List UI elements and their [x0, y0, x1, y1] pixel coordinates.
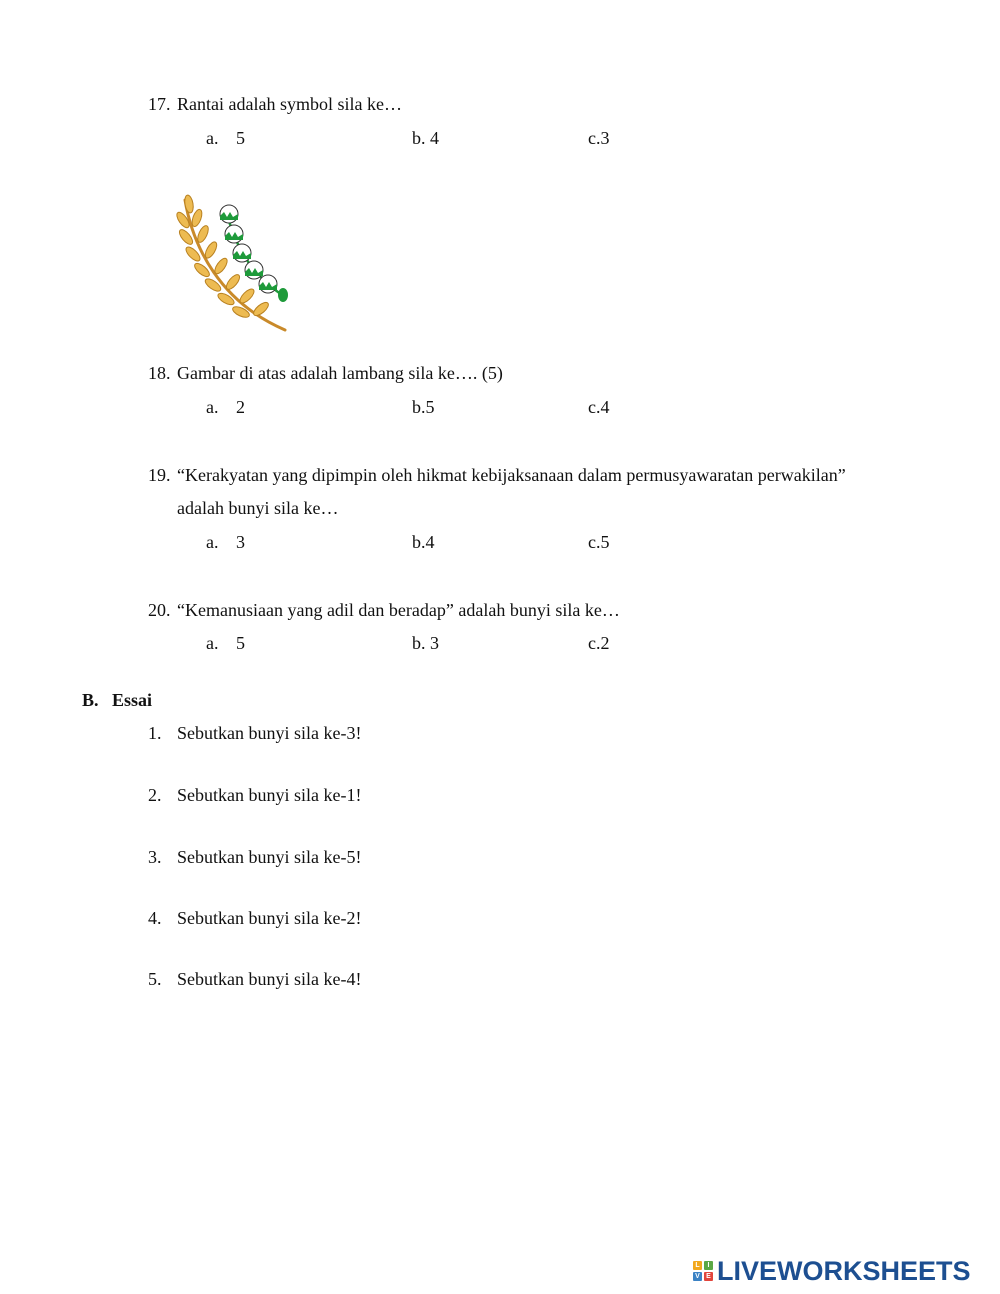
essay-3-text: Sebutkan bunyi sila ke-5! [177, 847, 362, 867]
question-19-option-c: c.5 [588, 532, 610, 552]
question-18-option-a-letter: a. [206, 397, 219, 417]
logo-block-i: I [704, 1261, 713, 1270]
question-18-text: Gambar di atas adalah lambang sila ke…. (5) [177, 363, 503, 383]
question-19-option-a-letter: a. [206, 532, 219, 552]
question-18-option-b: b.5 [412, 397, 435, 417]
essay-2-number: 2. [148, 785, 162, 805]
question-17-option-a: 5 [236, 128, 245, 148]
essay-5-text: Sebutkan bunyi sila ke-4! [177, 969, 362, 989]
question-17-number: 17. [148, 94, 171, 114]
logo-text: LIVEWORKSHEETS [717, 1256, 971, 1286]
question-20-number: 20. [148, 600, 171, 620]
essay-4-text: Sebutkan bunyi sila ke-2! [177, 908, 362, 928]
question-18-option-a: 2 [236, 397, 245, 417]
liveworksheets-logo [693, 1256, 971, 1286]
logo-block-l: L [693, 1261, 702, 1270]
question-18-option-c: c.4 [588, 397, 610, 417]
essay-2-text: Sebutkan bunyi sila ke-1! [177, 785, 362, 805]
logo-blocks-icon [693, 1261, 713, 1281]
essay-5-number: 5. [148, 969, 162, 989]
section-b-letter: B. [82, 690, 99, 710]
question-18-number: 18. [148, 363, 171, 383]
question-19-text: “Kerakyatan yang dipimpin oleh hikmat kebijaksanaan dalam permusyawaratan perwakilan” [177, 465, 846, 485]
question-17-option-c: c.3 [588, 128, 610, 148]
question-20-option-a: 5 [236, 633, 245, 653]
logo-block-e: E [704, 1272, 713, 1281]
question-19-option-a: 3 [236, 532, 245, 552]
question-17-option-a-letter: a. [206, 128, 219, 148]
question-19-number: 19. [148, 465, 171, 485]
essay-3-number: 3. [148, 847, 162, 867]
question-19-option-b: b.4 [412, 532, 435, 552]
question-20-option-c: c.2 [588, 633, 610, 653]
question-17-text: Rantai adalah symbol sila ke… [177, 94, 402, 114]
question-17-option-b: b. 4 [412, 128, 439, 148]
essay-1-number: 1. [148, 723, 162, 743]
essay-4-number: 4. [148, 908, 162, 928]
question-19-text-line2: adalah bunyi sila ke… [177, 498, 339, 518]
question-20-option-b: b. 3 [412, 633, 439, 653]
question-20-option-a-letter: a. [206, 633, 219, 653]
rice-and-cotton-icon [175, 192, 300, 337]
logo-block-v: V [693, 1272, 702, 1281]
essay-1-text: Sebutkan bunyi sila ke-3! [177, 723, 362, 743]
question-20-text: “Kemanusiaan yang adil dan beradap” adalah bunyi sila ke… [177, 600, 620, 620]
section-b-title: Essai [112, 690, 153, 710]
